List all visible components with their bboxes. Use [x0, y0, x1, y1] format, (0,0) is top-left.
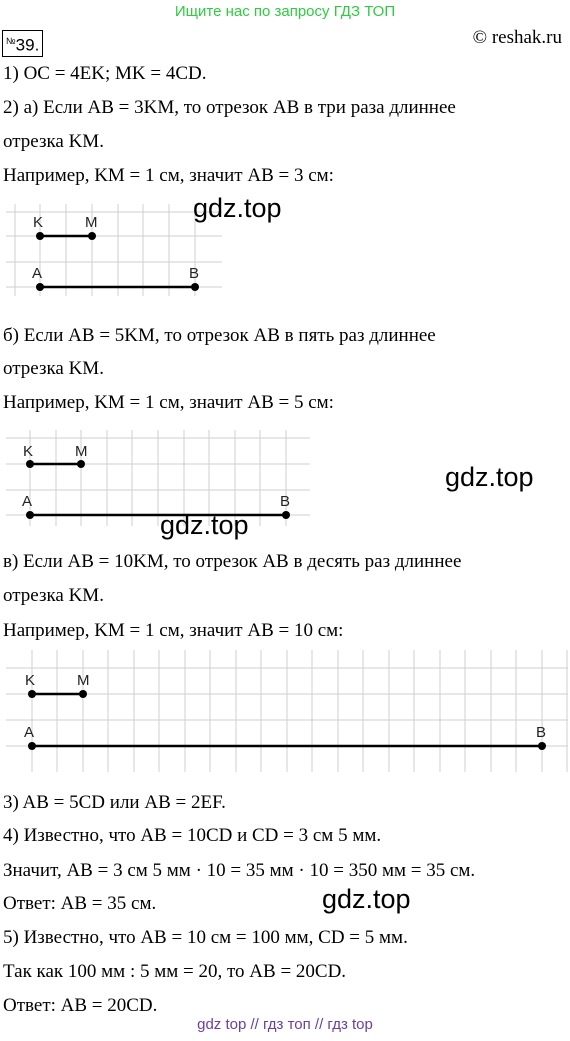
line-4: 4) Известно, что AB = 10CD и CD = 3 см 5 мм.	[3, 825, 382, 846]
label-a: A	[22, 493, 33, 510]
label-b: B	[189, 265, 200, 282]
line-3: 3) AB = 5CD или AB = 2EF.	[3, 792, 226, 813]
line-2a: 2) а) Если AB = 3KM, то отрезок AB в три раза длиннее	[3, 97, 456, 118]
problem-number	[2, 30, 43, 57]
label-k: K	[33, 214, 44, 231]
label-k: K	[23, 443, 34, 460]
copyright: © reshak.ru	[472, 27, 562, 48]
label-m: M	[85, 214, 98, 231]
watermark: gdz.top	[445, 462, 534, 492]
label-k: K	[25, 672, 36, 689]
watermark: gdz.top	[322, 884, 411, 914]
line-4b: Значит, AB = 3 см 5 мм · 10 = 35 мм · 10 = 350 мм = 35 см.	[3, 860, 476, 881]
line-1: 1) OC = 4EK; MK = 4CD.	[3, 63, 207, 84]
label-a: A	[24, 724, 35, 741]
number-sign: №	[6, 36, 16, 46]
label-a: A	[32, 265, 43, 282]
line-4-answer: Ответ: AB = 35 см.	[3, 893, 157, 914]
watermark: gdz.top	[160, 510, 249, 540]
label-m: M	[75, 443, 88, 460]
line-2b-example: Например, KM = 1 см, значит AB = 5 см:	[3, 392, 334, 413]
line-5: 5) Известно, что AB = 10 см = 100 мм, CD = 5 мм.	[3, 927, 408, 948]
figure-c	[0, 646, 570, 776]
label-m: M	[77, 672, 90, 689]
figure-a	[0, 196, 570, 306]
line-5-answer: Ответ: AB = 20CD.	[3, 995, 158, 1016]
watermark: gdz.top	[193, 193, 282, 223]
label-b: B	[536, 724, 547, 741]
line-5b: Так как 100 мм : 5 мм = 20, то AB = 20CD.	[3, 961, 347, 982]
top-banner: Ищите нас по запросу ГДЗ ТОП	[174, 3, 396, 20]
line-2c-example: Например, KM = 1 см, значит AB = 10 см:	[3, 620, 344, 641]
footer: gdz top // гдз топ // гдз top	[197, 1016, 373, 1033]
line-2b: б) Если AB = 5KM, то отрезок AB в пять раз длиннее	[3, 325, 436, 346]
line-2a-cont: отрезка KM.	[3, 131, 104, 152]
line-2b-cont: отрезка KM.	[3, 358, 104, 379]
line-2c: в) Если AB = 10KM, то отрезок AB в десять раз длиннее	[3, 551, 462, 572]
problem-number-value: 39.	[15, 35, 40, 55]
label-b: B	[280, 493, 291, 510]
line-2c-cont: отрезка KM.	[3, 585, 104, 606]
line-2a-example: Например, KM = 1 см, значит AB = 3 см:	[3, 165, 334, 186]
